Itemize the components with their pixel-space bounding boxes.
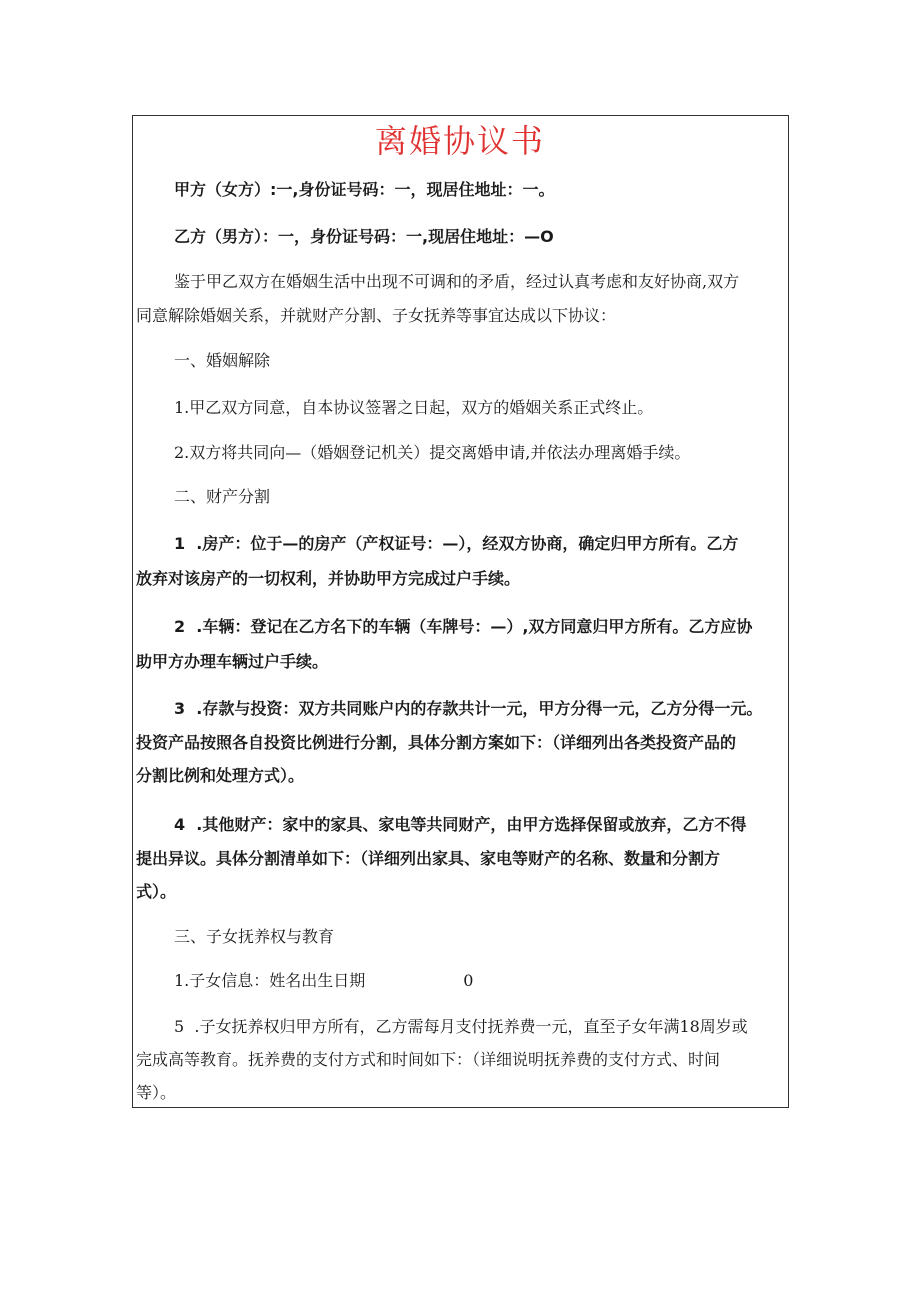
section-2-item-1-line-1: 1 .房产：位于—的房产（产权证号：—），经双方协商，确定归甲方所有。乙方 xyxy=(174,534,739,553)
section-2-item-4-line-3: 式）。 xyxy=(136,882,177,901)
section-2-item-3-line-3: 分割比例和处理方式）。 xyxy=(136,766,305,785)
document-title: 离婚协议书 xyxy=(374,122,545,160)
intro-line-2: 同意解除婚姻关系，并就财产分割、子女抚养等事宜达成以下协议： xyxy=(136,306,617,325)
party-a-line: 甲方（女方）:一,身份证号码：一，现居住地址：一。 xyxy=(174,180,555,199)
section-3-item-2-line-1: 5 .子女抚养权归甲方所有，乙方需每月支付抚养费一元，直至子女年满18周岁或 xyxy=(174,1017,748,1036)
section-2-item-4-line-2: 提出异议。具体分割清单如下：（详细列出家具、家电等财产的名称、数量和分割方 xyxy=(136,849,721,868)
section-2-item-3-line-2: 投资产品按照各自投资比例进行分割，具体分割方案如下：（详细列出各类投资产品的 xyxy=(136,733,737,752)
party-b-line: 乙方（男方）：一，身份证号码：一,现居住地址：—O xyxy=(174,227,554,246)
child-info-value: 0 xyxy=(463,971,474,990)
section-1-item-1: 1.甲乙双方同意，自本协议签署之日起，双方的婚姻关系正式终止。 xyxy=(174,398,654,417)
section-2-item-2-line-2: 助甲方办理车辆过户手续。 xyxy=(136,652,329,671)
section-1-item-2: 2.双方将共同向—（婚姻登记机关）提交离婚申请,并依法办理离婚手续。 xyxy=(174,443,691,462)
section-1-heading: 一、婚姻解除 xyxy=(174,351,271,370)
section-3-heading: 三、子女抚养权与教育 xyxy=(174,927,335,946)
section-3-item-2-line-3: 等）。 xyxy=(136,1083,177,1102)
section-3-item-1 xyxy=(136,963,826,999)
section-2-item-3-line-1: 3 .存款与投资：双方共同账户内的存款共计一元，甲方分得一元，乙方分得一元。 xyxy=(174,699,763,718)
section-2-item-4-line-1: 4 .其他财产：家中的家具、家电等共同财产，由甲方选择保留或放弃，乙方不得 xyxy=(174,815,747,834)
section-2-item-2-line-1: 2 .车辆：登记在乙方名下的车辆（车牌号：—）,双方同意归甲方所有。乙方应协 xyxy=(174,617,753,636)
child-info-label: 1.子女信息：姓名出生日期 xyxy=(174,971,366,990)
section-2-heading: 二、财产分割 xyxy=(174,487,271,506)
section-2-item-1-line-2: 放弃对该房产的一切权利，并协助甲方完成过户手续。 xyxy=(136,569,521,588)
intro-line-1: 鉴于甲乙双方在婚姻生活中出现不可调和的矛盾，经过认真考虑和友好协商,双方 xyxy=(174,272,740,291)
section-3-item-2-line-2: 完成高等教育。抚养费的支付方式和时间如下：（详细说明抚养费的支付方式、时间 xyxy=(136,1050,721,1069)
